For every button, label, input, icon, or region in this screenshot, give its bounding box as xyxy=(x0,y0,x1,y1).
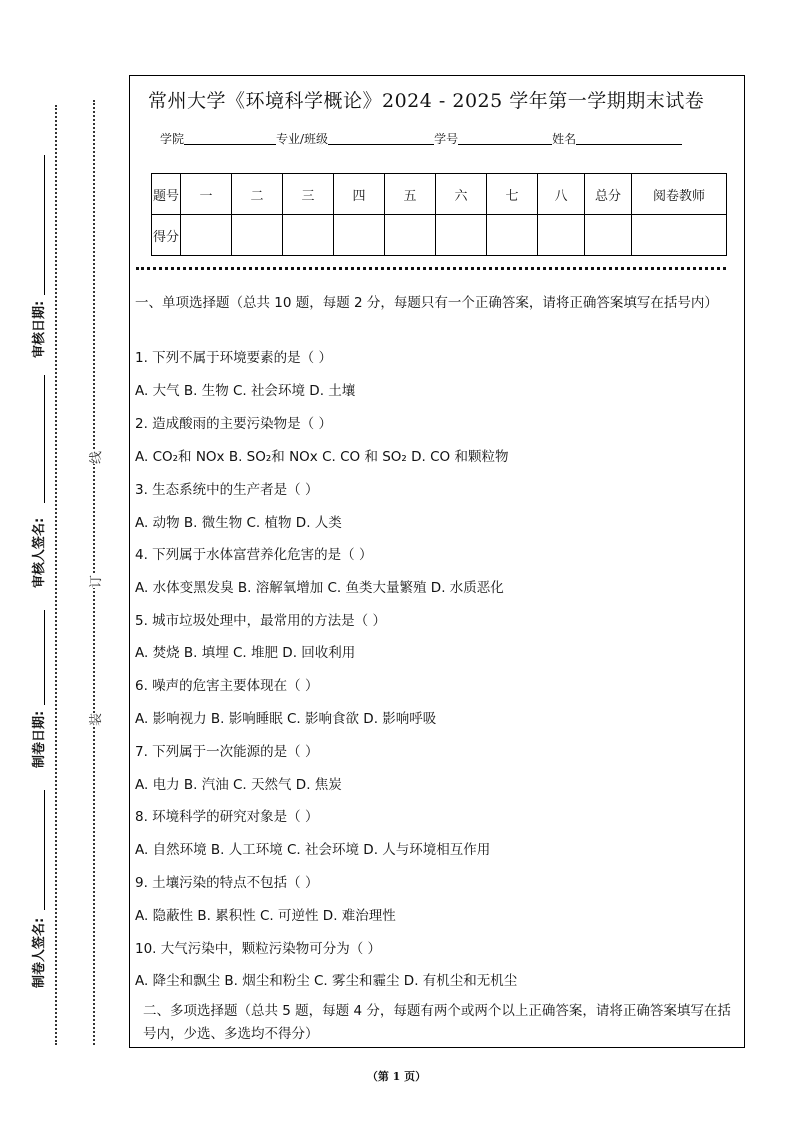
student-info-row xyxy=(160,130,682,147)
binding-char-order: 订 xyxy=(85,575,104,588)
review-date-line xyxy=(44,155,45,295)
score-header: 八 xyxy=(538,174,585,215)
student-id-label: 学号 xyxy=(434,132,459,146)
review-date-label: 审核日期: xyxy=(32,300,47,358)
name-label: 姓名 xyxy=(552,132,577,146)
score-header: 一 xyxy=(181,174,232,215)
score-cell[interactable] xyxy=(283,215,334,256)
reviewer-sign-label: 审核人签名: xyxy=(32,517,47,588)
major-label: 专业/班级 xyxy=(276,132,329,146)
reviewer-sign-line xyxy=(44,375,45,503)
question-3: 3. 生态系统中的生产者是（ ） xyxy=(135,482,319,498)
student-id-field[interactable] xyxy=(458,130,552,145)
maker-sign-label: 制卷人签名: xyxy=(32,917,47,988)
score-cell[interactable] xyxy=(181,215,232,256)
binding-char-seal: 装 xyxy=(85,713,104,726)
options-7: A. 电力 B. 汽油 C. 天然气 D. 焦炭 xyxy=(135,777,342,793)
exam-title: 常州大学《环境科学概论》2024 - 2025 学年第一学期期末试卷 xyxy=(148,90,705,112)
name-field[interactable] xyxy=(576,130,682,145)
page-number: （第 1 页） xyxy=(366,1070,427,1083)
section2-heading: 二、多项选择题（总共 5 题，每题 4 分，每题有两个或两个以上正确答案，请将正确答案填写在括号内，少选、多选均不得分） xyxy=(143,1003,731,1042)
question-1: 1. 下列不属于环境要素的是（ ） xyxy=(135,350,332,366)
score-header: 四 xyxy=(334,174,385,215)
score-cell[interactable] xyxy=(232,215,283,256)
score-table xyxy=(151,173,727,256)
options-5: A. 焚烧 B. 填埋 C. 堆肥 D. 回收利用 xyxy=(135,645,356,661)
score-header: 三 xyxy=(283,174,334,215)
college-label: 学院 xyxy=(160,132,185,146)
dotted-separator xyxy=(136,267,726,270)
college-field[interactable] xyxy=(184,130,276,145)
options-10: A. 降尘和飘尘 B. 烟尘和粉尘 C. 雾尘和霾尘 D. 有机尘和无机尘 xyxy=(135,973,518,989)
make-date-label: 制卷日期: xyxy=(32,710,47,768)
question-4: 4. 下列属于水体富营养化危害的是（ ） xyxy=(135,547,373,563)
score-header: 阅卷教师 xyxy=(632,174,727,215)
maker-sign-line xyxy=(44,790,45,910)
score-header: 总分 xyxy=(585,174,632,215)
options-3: A. 动物 B. 微生物 C. 植物 D. 人类 xyxy=(135,515,342,531)
score-header: 二 xyxy=(232,174,283,215)
score-cell[interactable] xyxy=(436,215,487,256)
options-1: A. 大气 B. 生物 C. 社会环境 D. 土壤 xyxy=(135,383,356,399)
section1-heading: 一、单项选择题（总共 10 题，每题 2 分，每题只有一个正确答案，请将正确答案填写在括号内） xyxy=(135,295,718,311)
score-cell[interactable] xyxy=(487,215,538,256)
score-row-header: 得分 xyxy=(152,215,181,256)
options-4: A. 水体变黑发臭 B. 溶解氧增加 C. 鱼类大量繁殖 D. 水质恶化 xyxy=(135,580,504,596)
score-header: 六 xyxy=(436,174,487,215)
options-6: A. 影响视力 B. 影响睡眠 C. 影响食欲 D. 影响呼吸 xyxy=(135,711,437,727)
score-cell[interactable] xyxy=(585,215,632,256)
score-cell[interactable] xyxy=(538,215,585,256)
score-header: 五 xyxy=(385,174,436,215)
score-cell[interactable] xyxy=(334,215,385,256)
question-8: 8. 环境科学的研究对象是（ ） xyxy=(135,809,319,825)
major-field[interactable] xyxy=(328,130,434,145)
question-5: 5. 城市垃圾处理中，最常用的方法是（ ） xyxy=(135,613,386,629)
options-2: A. CO₂和 NOx B. SO₂和 NOx C. CO 和 SO₂ D. CO 和颗粒物 xyxy=(135,449,509,465)
score-header: 七 xyxy=(487,174,538,215)
question-6: 6. 噪声的危害主要体现在（ ） xyxy=(135,678,319,694)
score-row-header: 题号 xyxy=(152,174,181,215)
score-cell[interactable] xyxy=(632,215,727,256)
score-cell[interactable] xyxy=(385,215,436,256)
question-2: 2. 造成酸雨的主要污染物是（ ） xyxy=(135,416,332,432)
binding-dotted-line-inner xyxy=(93,100,95,1045)
options-9: A. 隐蔽性 B. 累积性 C. 可逆性 D. 难治理性 xyxy=(135,908,396,924)
binding-char-line: 线 xyxy=(85,451,104,464)
binding-dotted-line-outer xyxy=(55,105,57,1045)
question-9: 9. 土壤污染的特点不包括（ ） xyxy=(135,875,319,891)
make-date-line xyxy=(44,610,45,705)
question-7: 7. 下列属于一次能源的是（ ） xyxy=(135,744,319,760)
options-8: A. 自然环境 B. 人工环境 C. 社会环境 D. 人与环境相互作用 xyxy=(135,842,491,858)
question-10: 10. 大气污染中，颗粒污染物可分为（ ） xyxy=(135,941,382,957)
